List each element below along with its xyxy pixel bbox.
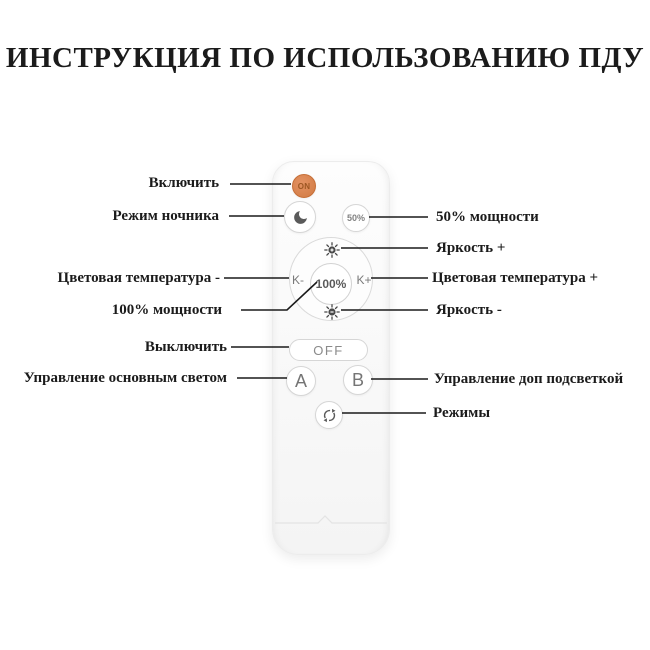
fifty-percent-button: 50% — [342, 204, 370, 232]
channel-a-button: A — [286, 366, 316, 396]
color-temp-plus-button: K+ — [356, 273, 372, 287]
color-temp-minus-button: K- — [292, 273, 304, 287]
callout-power-off: Выключить — [144, 339, 227, 355]
power-off-button: OFF — [289, 339, 368, 361]
channel-b-button: B — [343, 365, 373, 395]
circular-pad — [289, 237, 373, 321]
callout-brightness-up: Яркость + — [436, 240, 506, 256]
modes-button — [315, 401, 343, 429]
power-on-button: ON — [292, 174, 316, 198]
moon-icon — [292, 209, 309, 226]
sun-plus-icon — [324, 242, 340, 258]
callout-color-temp-minus: Цветовая температура - — [57, 270, 220, 286]
callout-night-mode: Режим ночника — [112, 208, 219, 224]
callout-modes: Режимы — [433, 405, 491, 421]
callout-power-on: Включить — [148, 175, 219, 191]
callout-aux-light: Управление доп подсветкой — [434, 371, 624, 387]
night-mode-button — [284, 201, 316, 233]
callout-color-temp-plus: Цветовая температура + — [432, 270, 598, 286]
callout-brightness-down: Яркость - — [436, 302, 502, 318]
callout-full-power: 100% мощности — [111, 302, 222, 318]
hundred-percent-button: 100% — [310, 263, 352, 305]
cycle-arrows-icon — [321, 407, 338, 424]
sun-minus-icon — [324, 304, 340, 320]
remote-control — [272, 161, 390, 555]
callout-half-power: 50% мощности — [436, 209, 539, 225]
callout-main-light: Управление основным светом — [23, 370, 227, 386]
page-title: ИНСТРУКЦИЯ ПО ИСПОЛЬЗОВАНИЮ ПДУ — [5, 42, 645, 74]
